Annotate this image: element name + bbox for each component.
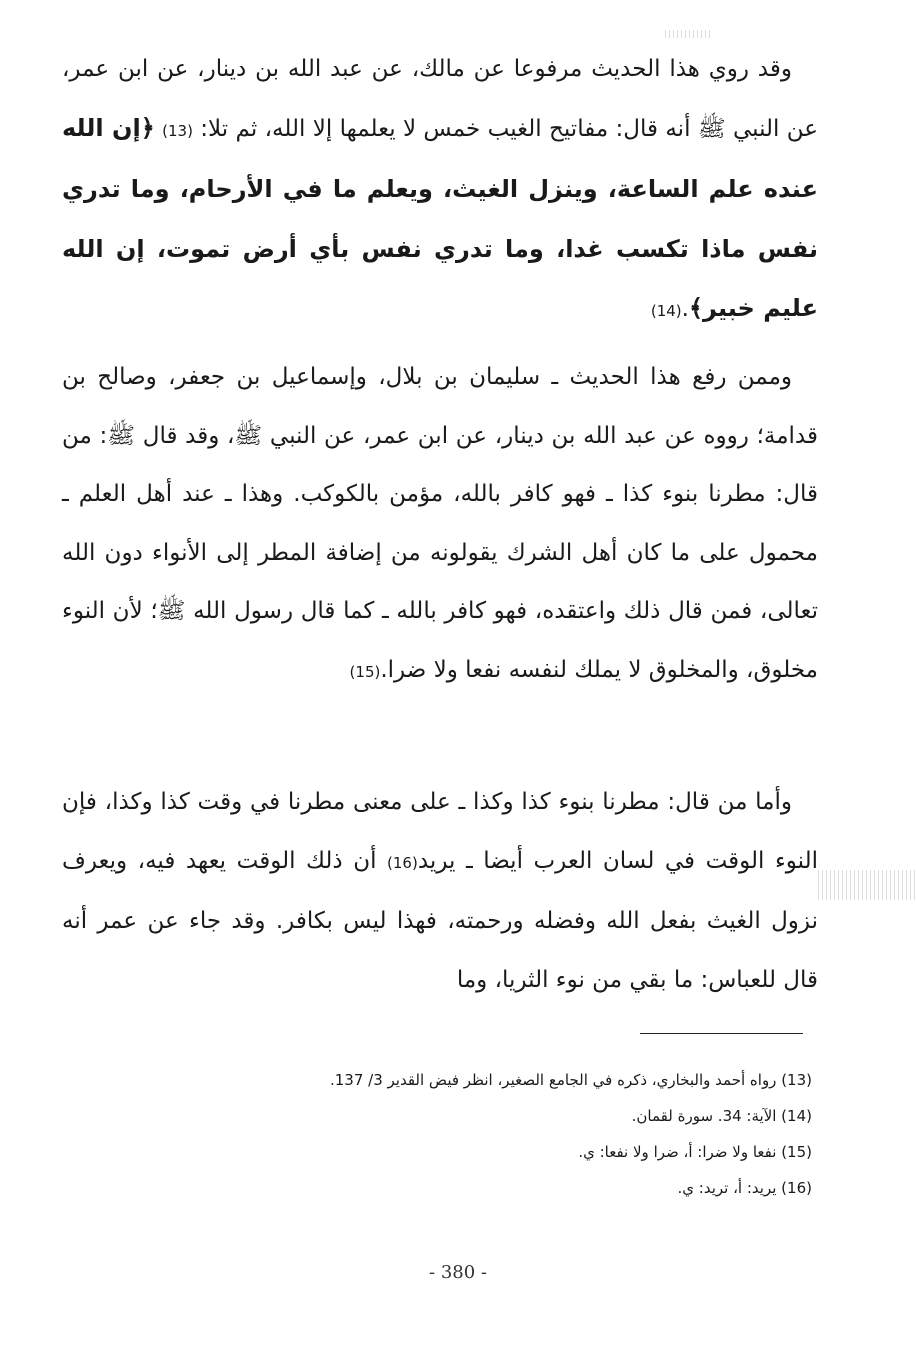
- footnote-15: (15) نفعا ولا ضرا: أ، ضرا ولا نفعا: ي.: [578, 1143, 812, 1161]
- paragraph-1: وقد روي هذا الحديث مرفوعا عن مالك، عن عبد الله بن دينار، عن ابن عمر، عن النبي ﷺ أنه قال: مفاتيح الغيب خمس لا يعلمها إلا الله، ثم تلا: (13) ﴿إن الله عنده علم الساعة، وينزل الغيث، ويعلم ما في الأرحام، وما تدري نفس ماذا تكسب غدا، وما تدري نفس بأي أرض تموت، إن الله عليم خبير﴾.(14): [62, 56, 818, 323]
- scan-noise-right: [818, 870, 916, 900]
- footnotes: [112, 1062, 812, 1206]
- footnote-ref-15[interactable]: (15): [349, 662, 381, 681]
- footnote-13: (13) رواه أحمد والبخاري، ذكره في الجامع الصغير، انظر فيض القدير 3/ 137.: [329, 1071, 812, 1089]
- scan-noise-top: [665, 30, 710, 38]
- footnote-14: (14) الآية: 34. سورة لقمان.: [631, 1107, 812, 1125]
- footnote-ref-13[interactable]: (13): [162, 121, 193, 140]
- page-number: - 380 -: [429, 1262, 487, 1283]
- paragraph-2: وممن رفع هذا الحديث ـ سليمان بن بلال، وإسماعيل بن جعفر، وصالح بن قدامة؛ رووه عن عبد الله بن دينار، عن ابن عمر، عن النبي ﷺ، وقد قال ﷺ: من قال: مطرنا بنوء كذا ـ فهو كافر بالله، مؤمن بالكوكب. وهذا ـ عند أهل العلم ـ محمول على ما كان أهل الشرك يقولونه من إضافة المطر إلى الأنواء دون الله تعالى، فمن قال ذلك واعتقده، فهو كافر بالله ـ كما قال رسول الله ﷺ؛ لأن النوء مخلوق، والمخلوق لا يملك لنفسه نفعا ولا ضرا.(15): [62, 364, 818, 683]
- paragraph-3: وأما من قال: مطرنا بنوء كذا وكذا ـ على معنى مطرنا في وقت كذا وكذا، فإن النوء الوقت في لسان العرب أيضا ـ يريد(16) أن ذلك الوقت يعهد فيه، ويعرف نزول الغيث بفعل الله وفضله ورحمته، فهذا ليس بكافر. وقد جاء عن عمر أنه قال للعباس: ما بقي من نوء الثريا، وما: [62, 789, 819, 993]
- body-text: [62, 40, 818, 1009]
- footnote-ref-16[interactable]: (16): [387, 853, 418, 872]
- quran-verse: ﴿إن الله عنده علم الساعة، وينزل الغيث، ويعلم ما في الأرحام، وما تدري نفس ماذا تكسب غدا، وما تدري نفس بأي أرض تموت، إن الله عليم خبير﴾: [62, 113, 818, 323]
- footnote-16: (16) يريد: أ، تريد: ي.: [677, 1179, 812, 1197]
- footnote-divider: [640, 1033, 803, 1034]
- footnote-ref-14[interactable]: (14): [650, 302, 682, 321]
